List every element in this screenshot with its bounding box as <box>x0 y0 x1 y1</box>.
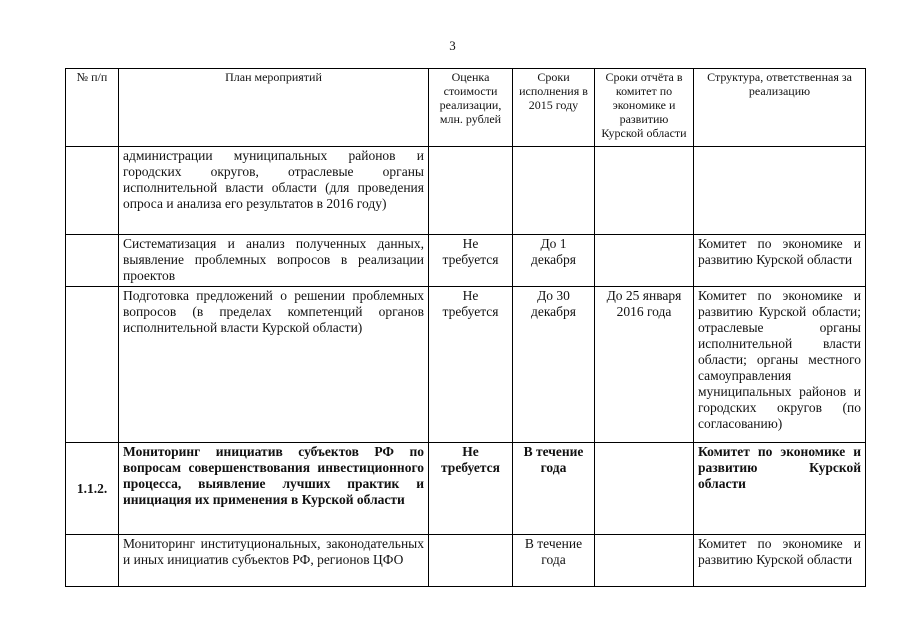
table-header-row <box>66 69 866 147</box>
row-cost <box>429 535 513 587</box>
row-responsible: Комитет по экономике и развитию Курской области; отраслевые органы исполнительной власти области; органы местного самоуправления муниципальных районов и городских округов (по согласованию) <box>694 287 866 443</box>
row-plan: Мониторинг инициатив субъектов РФ по вопросам совершенствования инвестиционного процесса, выявление лучших практик и инициация их применения в Курской области <box>119 443 429 535</box>
row-num: 1.1.2. <box>66 443 119 535</box>
row-term: В течение года <box>513 535 595 587</box>
row-cost: Не требуется <box>429 287 513 443</box>
row-num <box>66 287 119 443</box>
row-plan: Систематизация и анализ полученных данных, выявление проблемных вопросов в реализации проектов <box>119 235 429 287</box>
table-row <box>66 235 866 287</box>
table-row <box>66 535 866 587</box>
row-report <box>595 443 694 535</box>
row-responsible: Комитет по экономике и развитию Курской области <box>694 235 866 287</box>
row-term: В течение года <box>513 443 595 535</box>
row-responsible <box>694 147 866 235</box>
row-plan: Подготовка предложений о решении проблемных вопросов (в пределах компетенций органов исполнительной власти Курской области) <box>119 287 429 443</box>
row-num <box>66 235 119 287</box>
header-term: Сроки исполнения в 2015 году <box>513 69 595 147</box>
header-cost: Оценка стоимости реализации, млн. рублей <box>429 69 513 147</box>
table-row <box>66 287 866 443</box>
row-report <box>595 535 694 587</box>
row-plan: Мониторинг институциональных, законодательных и иных инициатив субъектов РФ, регионов ЦФО <box>119 535 429 587</box>
row-cost: Не требуется <box>429 235 513 287</box>
header-report: Сроки отчёта в комитет по экономике и развитию Курской области <box>595 69 694 147</box>
row-report <box>595 235 694 287</box>
row-report: До 25 января 2016 года <box>595 287 694 443</box>
page-number: 3 <box>449 38 456 53</box>
row-term: До 30 декабря <box>513 287 595 443</box>
table-row <box>66 443 866 535</box>
row-responsible: Комитет по экономике и развитию Курской области <box>694 535 866 587</box>
row-responsible: Комитет по экономике и развитию Курской области <box>694 443 866 535</box>
row-num <box>66 147 119 235</box>
row-num <box>66 535 119 587</box>
row-term: До 1 декабря <box>513 235 595 287</box>
row-cost: Не требуется <box>429 443 513 535</box>
header-plan: План мероприятий <box>119 69 429 147</box>
table-row <box>66 147 866 235</box>
row-term <box>513 147 595 235</box>
header-num: № п/п <box>66 69 119 147</box>
row-report <box>595 147 694 235</box>
row-cost <box>429 147 513 235</box>
header-responsible: Структура, ответственная за реализацию <box>694 69 866 147</box>
row-plan: администрации муниципальных районов и городских округов, отраслевые органы исполнительной власти области (для проведения опроса и анализа его результатов в 2016 году) <box>119 147 429 235</box>
action-plan-table <box>65 68 866 587</box>
